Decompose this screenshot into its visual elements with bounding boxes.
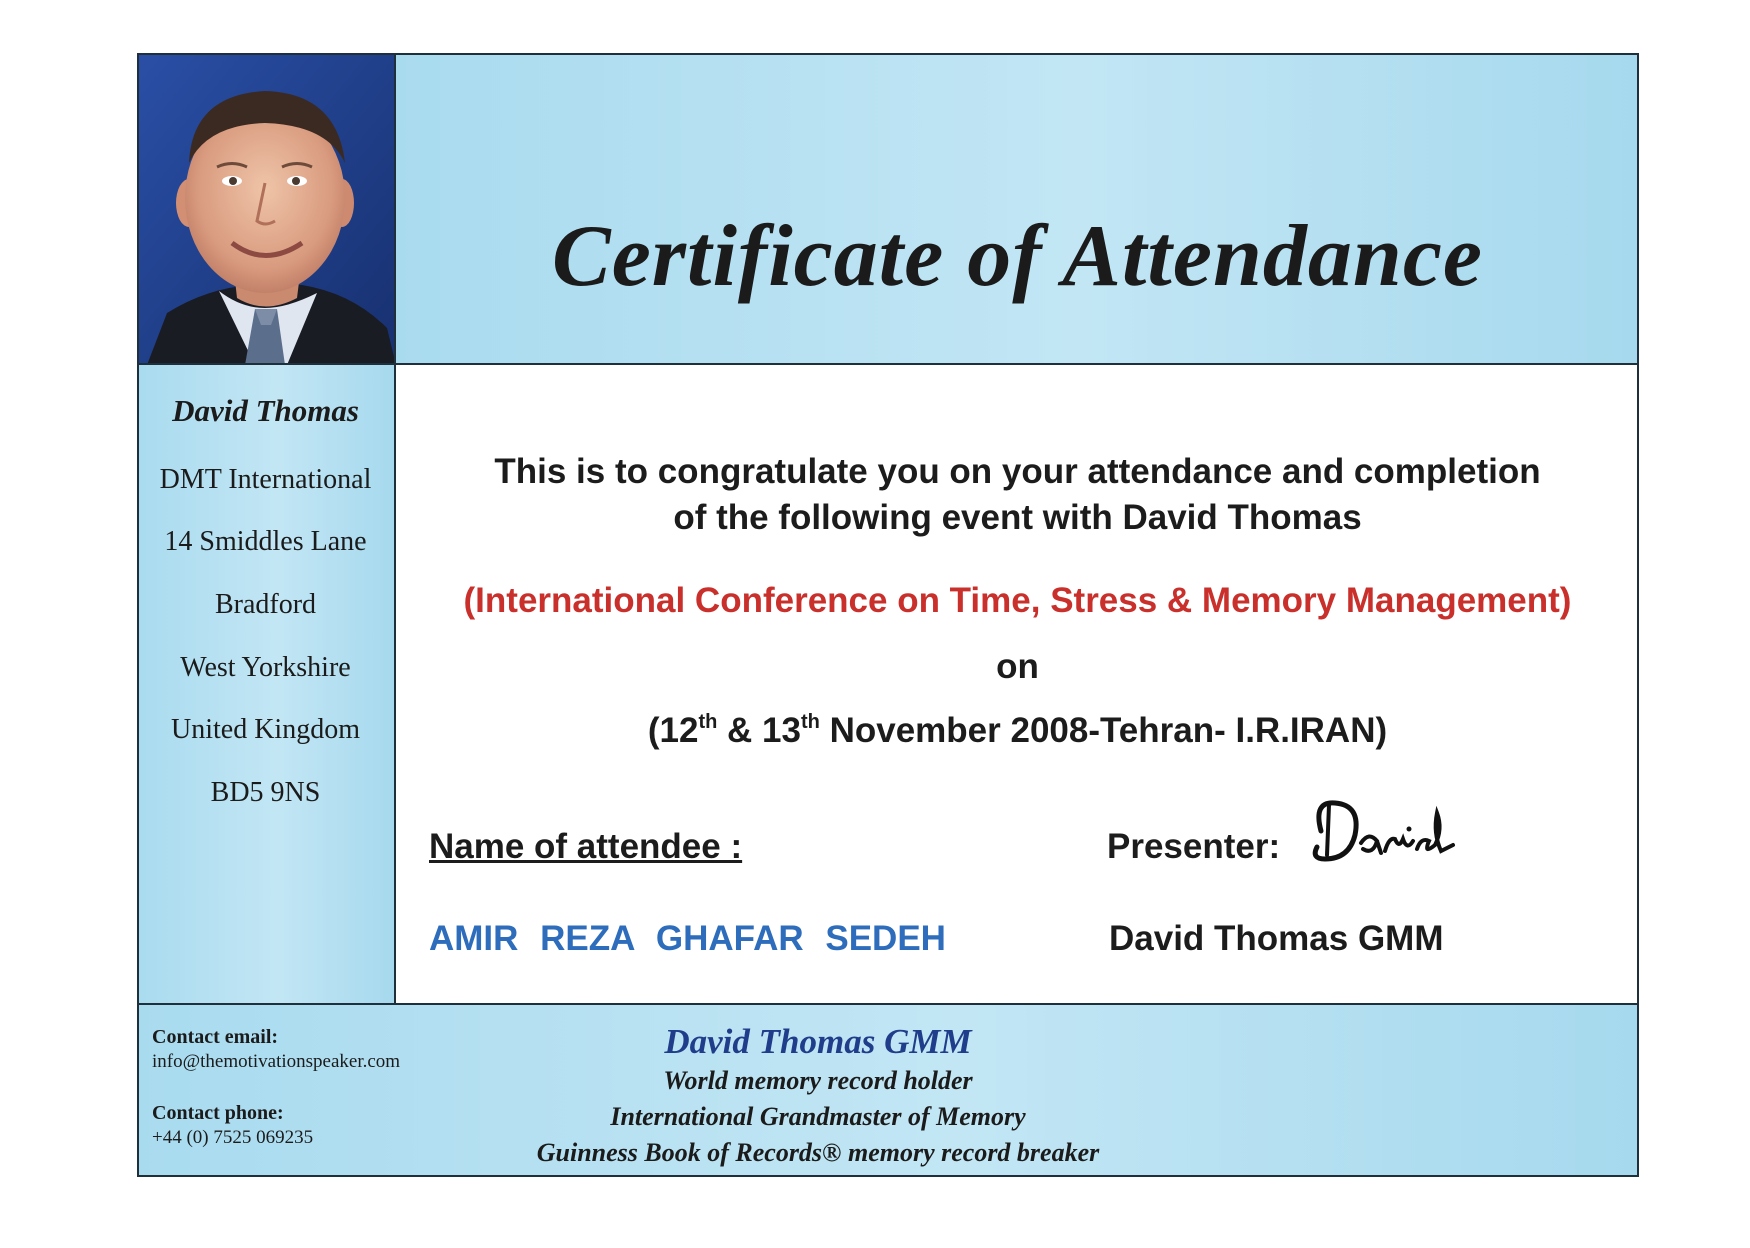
footer-credential-2: International Grandmaster of Memory: [610, 1102, 1026, 1131]
address-city: Bradford: [214, 589, 317, 620]
date-suffix-2: th: [800, 711, 820, 733]
address-country: United Kingdom: [171, 714, 360, 745]
presenter-name: David Thomas GMM: [1109, 919, 1444, 958]
presenter-label: Presenter:: [1107, 827, 1281, 866]
certificate-frame: [137, 53, 1639, 1177]
date-mid: & 13: [717, 711, 801, 750]
contact-phone: +44 (0) 7525 069235: [152, 1127, 314, 1148]
contact-phone-label: Contact phone:: [152, 1102, 284, 1124]
date-rest: November 2008-Tehran- I.R.IRAN): [819, 711, 1388, 750]
congratulation-line-2: of the following event with David Thomas: [673, 498, 1362, 537]
date-suffix-1: th: [698, 711, 718, 733]
congratulation-line-1: This is to congratulate you on your attendance and completion: [494, 452, 1541, 491]
contact-email: info@themotivationspeaker.com: [152, 1051, 401, 1072]
address-street: 14 Smiddles Lane: [164, 526, 367, 557]
address-company: DMT International: [159, 464, 372, 495]
date-open: (12: [647, 711, 699, 750]
footer-credential-1: World memory record holder: [663, 1066, 973, 1095]
footer-title: David Thomas GMM: [664, 1022, 972, 1061]
attendee-label: Name of attendee :: [429, 827, 743, 866]
address-county: West Yorkshire: [180, 652, 351, 683]
address-postcode: BD5 9NS: [210, 777, 321, 808]
footer-credential-3: Guinness Book of Records® memory record breaker: [536, 1138, 1100, 1167]
attendee-name: AMIR REZA GHAFAR SEDEH: [429, 919, 946, 958]
certificate-title: Certificate of Attendance: [552, 208, 1483, 305]
sidebar-name: David Thomas: [172, 393, 359, 428]
contact-email-label: Contact email:: [152, 1026, 279, 1048]
on-label: on: [996, 647, 1039, 686]
event-name: (International Conference on Time, Stress & Memory Management): [463, 581, 1572, 620]
